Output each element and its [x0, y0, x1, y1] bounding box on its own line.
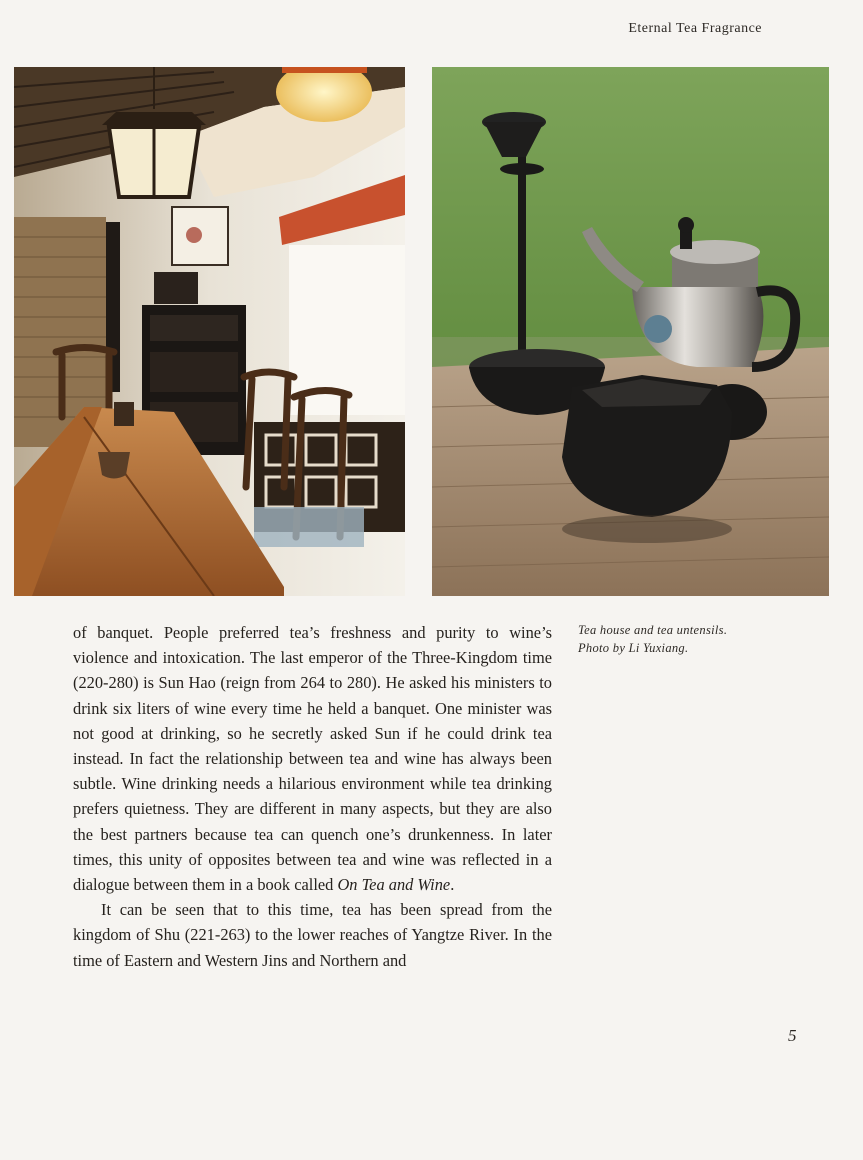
book-title: On Tea and Wine [337, 875, 451, 895]
paragraph-1-end: . [450, 875, 455, 895]
tea-house-photo [14, 67, 405, 596]
body-text [73, 620, 552, 973]
paragraph-2: It can be seen that to this time, tea has been spread from the kingdom of Shu (221-263) to the lower reaches of Yangtze River. In the time of Eastern and Western Jins and Northern and [73, 900, 552, 970]
paragraph-1-text: of banquet. People preferred tea’s freshness and purity to wine’s violence and intoxication. The last emperor of the Three-Kingdom time (220-280) is Sun Hao (reign from 264 to 280). He asked his ministers to drink six liters of wine every time he held a banquet. One minister was not good at drinking, so he secretly asked Sun if he could drink tea instead. In fact the relationship between tea and wine has always been subtle. Wine drinking needs a hilarious environment while tea drinking prefers quietness. They are different in many aspects, but they are also the best partners because tea can quench one’s drunkenness. In later times, this unity of opposites between tea and wine was reflected in a dialogue between them in a book called [73, 623, 552, 895]
photo-caption [578, 621, 808, 657]
tea-utensils-photo [432, 67, 829, 596]
caption-line-2: Photo by Li Yuxiang. [578, 641, 689, 655]
paragraph-1 [73, 620, 552, 897]
tea-utensils-photo-icon [432, 67, 829, 596]
running-head: Eternal Tea Fragrance [628, 21, 762, 36]
page-number: 5 [788, 1026, 797, 1045]
tea-house-interior-photo-icon [14, 67, 405, 596]
caption-line-1: Tea house and tea untensils. [578, 623, 728, 637]
